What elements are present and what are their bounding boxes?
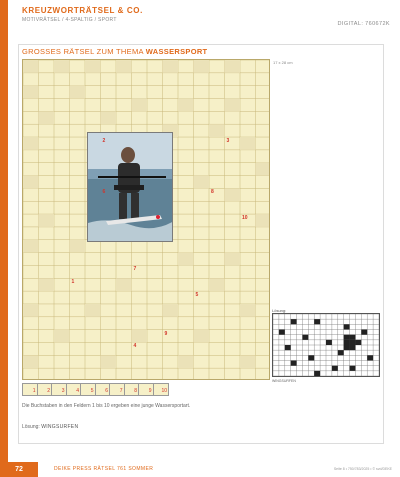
- brand-title: KREUZWORTRÄTSEL & CO.: [22, 6, 143, 15]
- solution-cell[interactable]: 10: [161, 388, 167, 394]
- solution-cell[interactable]: 5: [81, 384, 96, 395]
- digital-code: DIGITAL: 760672K: [337, 21, 390, 27]
- solution-cell[interactable]: 7: [110, 384, 125, 395]
- title-prefix: GROSSES RÄTSEL ZUM THEMA: [22, 47, 144, 56]
- mini-caption: WINGSURFEN: [272, 379, 296, 383]
- page-number: 72: [0, 462, 38, 477]
- grid-number: 1: [71, 279, 75, 286]
- grid-number: 8: [211, 189, 214, 196]
- grid-number: 3: [226, 138, 230, 145]
- size-credit: 17 x 28 cm: [273, 60, 293, 65]
- puzzle-title: [22, 47, 207, 56]
- mini-solution-title: Lösung:: [272, 308, 287, 313]
- solution-instruction: Die Buchstaben in den Feldern 1 bis 10 ergeben eine junge Wassersportart.: [22, 403, 191, 409]
- solution-cell[interactable]: 3: [52, 384, 67, 395]
- brand-subtitle: MOTIVRÄTSEL / 4-SPALTIG / SPORT: [22, 17, 117, 23]
- answer-line: [22, 424, 78, 430]
- grid-number: 7: [133, 266, 137, 273]
- grid-number: 2: [102, 138, 106, 145]
- mini-grid-lines: [273, 314, 379, 376]
- solution-cell[interactable]: 2: [38, 384, 53, 395]
- accent-stripe: [0, 0, 8, 477]
- page-footer: [0, 462, 400, 477]
- answer-label: Lösung:: [22, 424, 40, 430]
- grid-number: 9: [164, 330, 168, 337]
- crossword-grid[interactable]: [22, 59, 270, 380]
- grid-number: 6: [102, 189, 106, 196]
- grid-number: 10: [242, 215, 248, 222]
- solution-cell[interactable]: 1: [23, 384, 38, 395]
- title-topic: WASSERSPORT: [145, 47, 208, 56]
- answer-value: WINGSURFEN: [41, 424, 79, 430]
- grid-number: 5: [195, 292, 199, 299]
- footer-meta: Seite 8 • 750/783/2025 • © svd/DEKE: [333, 467, 392, 471]
- mini-solution-grid: [272, 313, 380, 377]
- footer-title: DEIKE PRESS RÄTSEL 761 SOMMER: [54, 466, 154, 472]
- page-header: [22, 6, 390, 42]
- kitesurfer-photo: [87, 132, 173, 242]
- solution-cell[interactable]: 6: [96, 384, 111, 395]
- grid-number: 4: [133, 343, 137, 350]
- solution-cell[interactable]: 8: [125, 384, 140, 395]
- solution-cell[interactable]: 4: [67, 384, 82, 395]
- solution-cell[interactable]: 9: [139, 384, 154, 395]
- solution-row[interactable]: [22, 383, 169, 396]
